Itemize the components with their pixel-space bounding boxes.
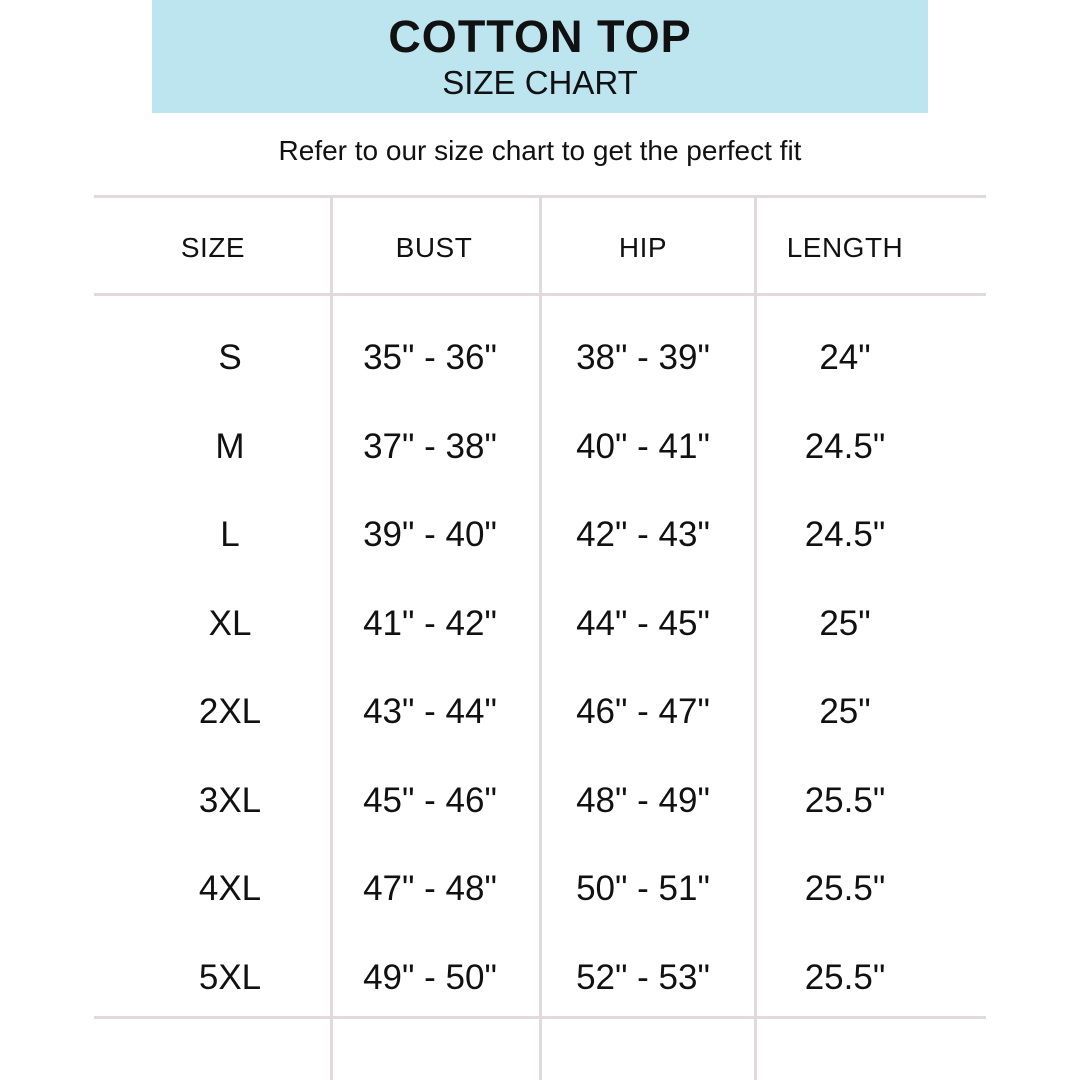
size-cell: XL — [208, 603, 252, 643]
length-cell: 24" — [819, 338, 871, 377]
table-row — [0, 314, 1080, 403]
bust-cell: 49" - 50" — [363, 957, 497, 997]
length-cell: 24.5" — [804, 515, 886, 554]
length-cell: 25" — [819, 603, 871, 643]
bust-cell: 47" - 48" — [363, 869, 497, 908]
length-cell: 25" — [819, 692, 871, 731]
bust-cell: 35" - 36" — [363, 338, 497, 377]
table-row — [0, 580, 1080, 669]
title-banner — [152, 0, 928, 113]
header-length: LENGTH — [786, 232, 904, 263]
header-size: SIZE — [180, 232, 246, 263]
hip-cell: 38" - 39" — [576, 338, 710, 377]
table-row — [0, 934, 1080, 1023]
table-row — [0, 668, 1080, 757]
table-row — [0, 845, 1080, 934]
hip-cell: 44" - 45" — [576, 603, 710, 643]
table-header — [0, 228, 1080, 268]
size-cell: 3XL — [198, 780, 262, 820]
table-row — [0, 403, 1080, 492]
bust-cell: 45" - 46" — [363, 780, 497, 820]
size-cell: 2XL — [198, 692, 262, 731]
size-cell: 5XL — [198, 957, 262, 997]
length-cell: 24.5" — [804, 426, 886, 466]
hip-cell: 52" - 53" — [576, 957, 710, 997]
length-cell: 25.5" — [804, 957, 886, 997]
tagline: Refer to our size chart to get the perfect fit — [278, 135, 802, 166]
table-body — [0, 314, 1080, 1022]
size-cell: L — [220, 515, 240, 554]
length-cell: 25.5" — [804, 780, 886, 820]
bust-cell: 37" - 38" — [363, 426, 497, 466]
table-row — [0, 757, 1080, 846]
hip-cell: 42" - 43" — [576, 515, 710, 554]
header-bust: BUST — [395, 232, 473, 263]
length-cell: 25.5" — [804, 869, 886, 908]
size-cell: 4XL — [198, 869, 262, 908]
table-row — [0, 491, 1080, 580]
hip-cell: 48" - 49" — [576, 780, 710, 820]
hip-cell: 46" - 47" — [576, 692, 710, 731]
page-subtitle: SIZE CHART — [442, 64, 638, 101]
page-title: COTTON TOP — [388, 11, 692, 62]
size-cell: M — [215, 426, 245, 466]
size-cell: S — [218, 338, 242, 377]
bust-cell: 39" - 40" — [363, 515, 497, 554]
bust-cell: 41" - 42" — [363, 603, 497, 643]
hip-cell: 40" - 41" — [576, 426, 710, 466]
hip-cell: 50" - 51" — [576, 869, 710, 908]
header-hip: HIP — [618, 232, 668, 263]
bust-cell: 43" - 44" — [363, 692, 497, 731]
